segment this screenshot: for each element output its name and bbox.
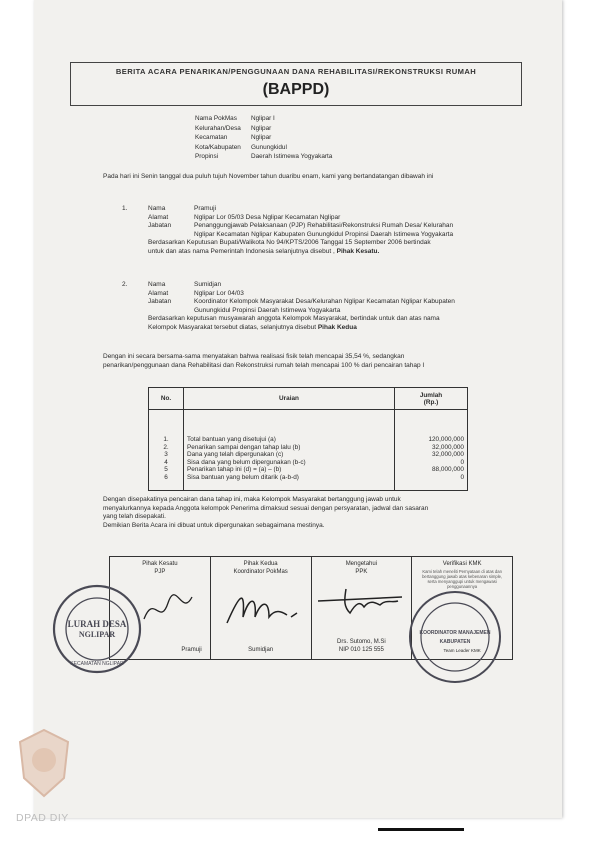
party2-number: 2. [122,281,128,288]
party2-position: Koordinator Kelompok Masyarakat Desa/Kelurahan Nglipar Kecamatan Nglipar Kabupaten [194,298,455,306]
row-amount: 0 [395,459,468,467]
document-abbreviation: (BAPPD) [262,81,330,98]
intro-paragraph: Pada hari ini Senin tanggal dua puluh tujuh November tahun duaribu enam, kami yang bertandatangan dibawah ini [103,173,434,180]
col-amount-header [395,388,468,410]
party2-designation: Pihak Kedua [317,323,357,331]
seal-line-1: LURAH DESA [67,619,127,629]
signature-scribble-icon [223,587,303,629]
meta-label: Kota/Kabupaten [195,143,241,151]
sig-name: Sumidjan [248,646,274,653]
row-desc: Sisa dana yang belum dipergunakan (b-c) [187,458,306,466]
verification-text: Kami telah meneliti Pernyataan di atas dan bertanggung jawab atas kebenaran simple, serta menyanggupi untuk mengawasi penggunaannya [422,568,503,589]
name-label: Nama [148,281,166,288]
col-no-header: No. [149,388,184,410]
meta-label: Propinsi [195,153,219,161]
kmk-seal-icon [406,588,504,686]
closing-line: Demikian Berita Acara ini dibuat untuk dipergunakan sebagaimana mestinya. [103,521,325,529]
party2-block [148,281,528,333]
fund-table [148,387,468,491]
party2-address: Nglipar Lor 04/03 [194,289,244,297]
table-row [149,466,468,474]
meta-value: Nglipar [251,134,272,142]
sig-name: Team Leader KMK [443,647,481,653]
seal-ring-text: KECAMATAN NGLIPAR [70,661,124,667]
sig-name: Drs. Sutomo, M.Si [337,639,386,645]
closing-line: menyalurkannya kepada Anggota kelompok Penerima dimaksud sesuai dengan persyaratan, jadwal dan sasaran [103,504,429,512]
meta-value: Nglipar I [251,115,275,122]
row-no: 1. [149,410,184,444]
party1-position: Penanggungjawab Pelaksanaan (PJP) Rehabilitasi/Rekonstruksi Rumah Desa/ Kelurahan [194,222,454,230]
title-box [70,62,522,106]
party1-position-cont: Nglipar Kecamatan Nglipar Kabupaten Gunungkidul Propinsi Daerah Istimewa Yogyakarta [194,230,454,238]
party2-name: Sumidjan [194,281,222,288]
signature-scribble-icon [316,583,408,617]
table-row [149,459,468,467]
sig-role-sub: PJP [154,568,166,575]
name-label: Nama [148,205,166,212]
table-row [149,410,468,444]
table-row [149,451,468,459]
sig-name: Pramuji [181,646,202,653]
signature-scribble-icon [138,587,198,627]
row-amount: 32,000,000 [395,444,468,452]
village-seal-icon [50,582,144,676]
col-amount-unit: (Rp.) [423,398,439,406]
watermark-text: DPAD DIY [16,812,69,824]
statement-line: Dengan ini secara bersama-sama menyatakan bahwa realisasi fisik telah mencapai 35,54 %, sedangkan [103,353,405,360]
sig-role-sub: PPK [355,568,368,575]
party1-name: Pramuji [194,205,217,212]
row-desc: Sisa bantuan yang belum ditarik (a-b-d) [184,474,395,490]
col-desc-header: Uraian [184,388,395,410]
party1-basis: Berdasarkan Keputusan Bupati/Walikota No 94/KPTS/2006 Tanggal 15 September 2006 bertindak [148,239,431,247]
table-row [149,444,468,452]
seal-line-2: NGLIPAR [78,630,116,639]
table-row [149,474,468,490]
dpad-emblem-icon [14,726,74,802]
row-amount: 0 [395,474,468,490]
row-no: 6 [149,474,184,490]
row-desc: Total bantuan yang disetujui (a) [187,436,276,443]
row-no: 2. [149,444,184,452]
meta-label: Kelurahan/Desa [195,124,241,132]
party1-designation: Pihak Kesatu. [336,247,380,255]
row-desc: Penarikan tahap ini (d) = (a) – (b) [187,466,282,474]
closing-line: Dengan disepakatinya pencairan dana tahap ini, maka Kelompok Masyarakat bertanggung jawab untuk [103,496,401,503]
position-label: Jabatan [148,222,172,230]
statement-paragraph [103,353,523,370]
party1-block [148,205,528,257]
seal-line-1: KOORDINATOR MANAJEMEN [419,630,491,636]
col-amount-title: Jumlah [419,391,443,399]
row-no: 5 [149,466,184,474]
sig-role-sub: Koordinator PokMas [233,568,288,575]
seal-line-2: KABUPATEN [439,639,471,645]
closing-paragraph [103,496,523,530]
sig-role: Verifikasi KMK [442,561,482,567]
sig-role: Mengetahui [345,561,378,567]
meta-label: Nama PokMas [195,115,237,122]
meta-label: Kecamatan [195,134,228,142]
meta-value: Daerah Istimewa Yogyakarta [251,153,333,161]
signature-koordinator [211,557,312,659]
party2-basis-cont: Kelompok Masyarakat tersebut diatas, selanjutnya disebut [148,323,317,331]
sig-nip: NIP 010 125 555 [338,646,384,653]
signature-ppk [312,557,413,659]
party1-address: Nglipar Lor 05/03 Desa Nglipar Kecamatan Nglipar [194,213,341,221]
address-label: Alamat [148,213,169,221]
bottom-rule [378,828,464,831]
meta-value: Nglipar [251,124,272,132]
party1-basis-cont: untuk dan atas nama Pemerintah Indonesia selanjutnya disebut , [148,247,335,255]
position-label: Jabatan [148,298,172,306]
party2-basis: Berdasarkan keputusan musyawarah anggota Kelompok Masyarakat, bertindak untuk dan atas nama [148,315,440,323]
closing-line: yang telah disepakati. [103,513,166,521]
row-amount: 120,000,000 [395,410,468,444]
row-amount: 32,000,000 [395,451,468,459]
statement-line: penarikan/penggunaan dana Rehabilitasi dan Rekonstruksi rumah telah mencapai 100 % dari pencairan tahap I [103,361,425,369]
row-no: 3 [149,451,184,459]
sig-role: Pihak Kedua [243,561,278,567]
meta-value: Gunungkidul [251,143,287,151]
row-desc: Dana yang telah dipergunakan (c) [187,451,284,459]
pokmas-info [195,114,332,162]
row-desc: Penarikan sampai dengan tahap lalu (b) [187,443,301,451]
document-title: BERITA ACARA PENARIKAN/PENGGUNAAN DANA REHABILITASI/REKONSTRUKSI RUMAH [115,67,477,76]
address-label: Alamat [148,289,169,297]
row-amount: 88,000,000 [395,466,468,474]
sig-role: Pihak Kesatu [142,561,178,567]
row-no: 4 [149,459,184,467]
party2-position-cont: Gunungkidul Propinsi Daerah Istimewa Yogyakarta [194,306,341,314]
party1-number: 1. [122,205,128,212]
